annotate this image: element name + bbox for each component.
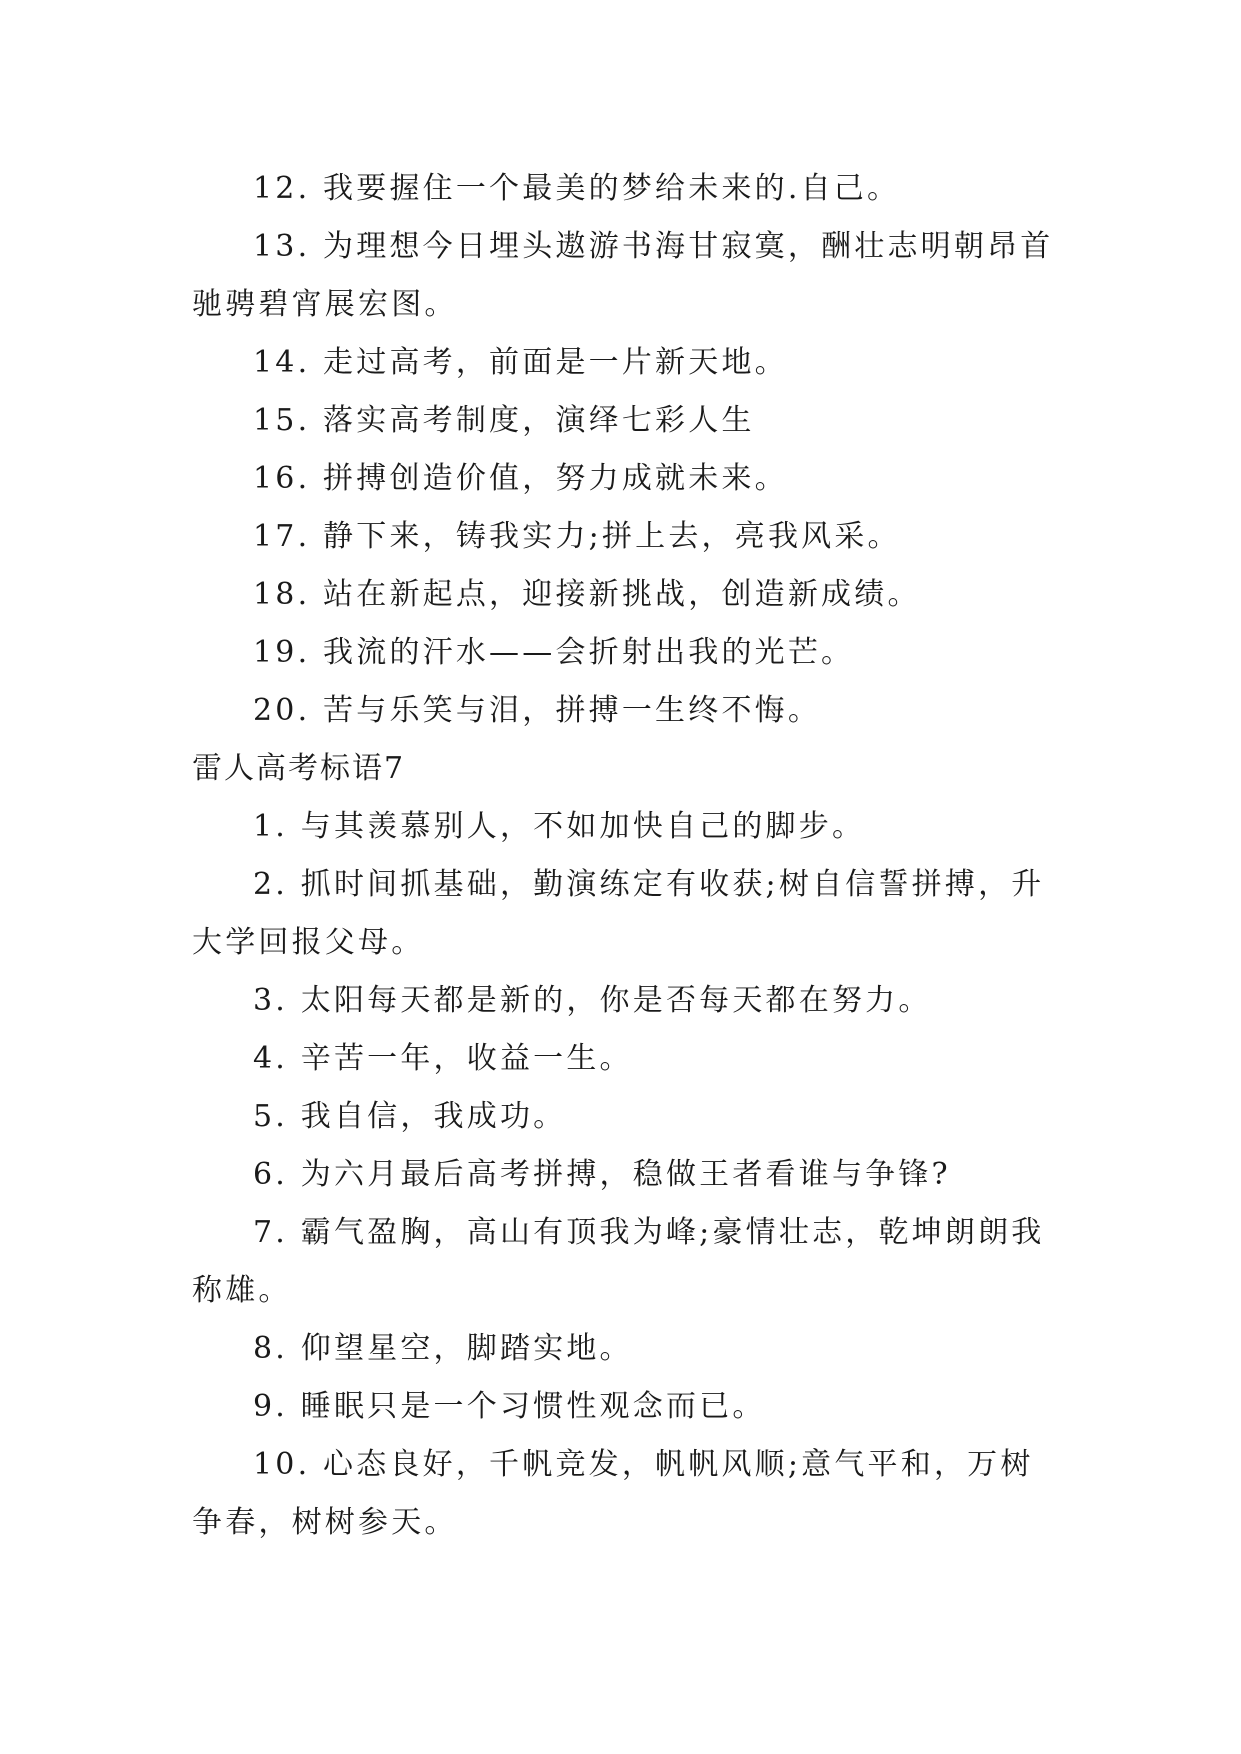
- slogan-item: 8. 仰望星空，脚踏实地。: [253, 1331, 633, 1366]
- slogan-item: 14. 走过高考，前面是一片新天地。: [253, 345, 788, 380]
- slogan-item: 9. 睡眠只是一个习惯性观念而已。: [253, 1389, 766, 1424]
- slogan-item: 13. 为理想今日埋头遨游书海甘寂寞，酬壮志明朝昂首: [253, 229, 1054, 264]
- slogan-item-continuation: 大学回报父母。: [192, 925, 425, 960]
- slogan-item-continuation: 驰骋碧宵展宏图。: [192, 287, 458, 322]
- slogan-item: 4. 辛苦一年，收益一生。: [253, 1041, 633, 1076]
- slogan-item: 5. 我自信，我成功。: [253, 1099, 567, 1134]
- slogan-item: 16. 拼搏创造价值，努力成就未来。: [253, 461, 788, 496]
- slogan-item-continuation: 称雄。: [192, 1273, 292, 1308]
- slogan-item: 12. 我要握住一个最美的梦给未来的.自己。: [253, 171, 901, 206]
- slogan-item: 1. 与其羡慕别人，不如加快自己的脚步。: [253, 809, 866, 844]
- section-heading: 雷人高考标语7: [192, 751, 406, 786]
- document-body: [192, 160, 1054, 1552]
- slogan-item: 20. 苦与乐笑与泪，拼搏一生终不悔。: [253, 693, 822, 728]
- slogan-item-continuation: 争春，树树参天。: [192, 1505, 458, 1540]
- slogan-item: 17. 静下来，铸我实力;拼上去，亮我风采。: [253, 519, 901, 554]
- slogan-item: 19. 我流的汗水——会折射出我的光芒。: [253, 635, 855, 670]
- slogan-item: 3. 太阳每天都是新的，你是否每天都在努力。: [253, 983, 932, 1018]
- slogan-item: 15. 落实高考制度，演绎七彩人生: [253, 403, 755, 438]
- slogan-item: 10. 心态良好，千帆竞发，帆帆风顺;意气平和，万树: [253, 1447, 1034, 1482]
- slogan-item: 6. 为六月最后高考拼搏，稳做王者看谁与争锋?: [253, 1157, 951, 1192]
- slogan-item: 2. 抓时间抓基础，勤演练定有收获;树自信誓拼搏，升: [253, 867, 1045, 902]
- slogan-item: 18. 站在新起点，迎接新挑战，创造新成绩。: [253, 577, 921, 612]
- slogan-item: 7. 霸气盈胸，高山有顶我为峰;豪情壮志，乾坤朗朗我: [253, 1215, 1045, 1250]
